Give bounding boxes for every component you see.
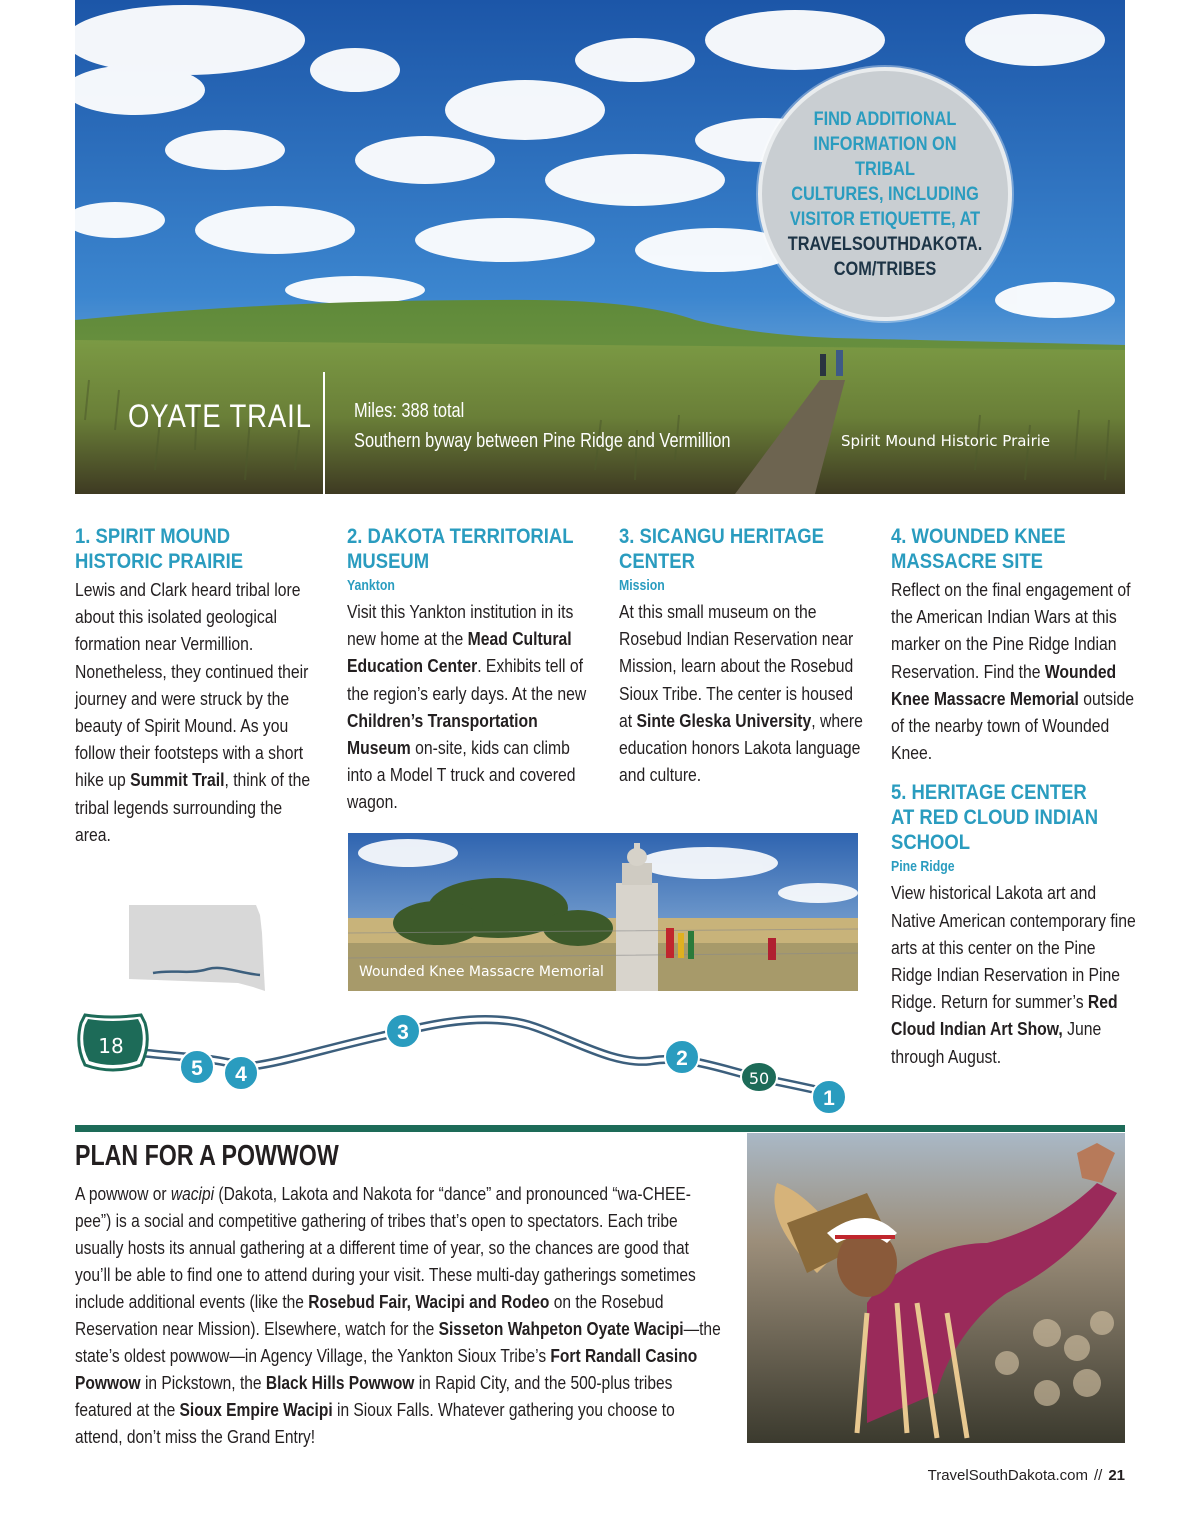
trail-description: Southern byway between Pine Ridge and Vermillion (354, 430, 731, 452)
highway-18-shield (79, 1015, 148, 1070)
stop-4-heading: 4. WOUNDED KNEE MASSACRE SITE (891, 525, 1066, 573)
stop-2-text: Visit this Yankton institution in its new home at the Mead Cultural Education Center. Exhibits tell of the region’s early days. At the new Children’s Transportation Museum on-site, kids can climb into a Model T truck and covered wagon. (347, 601, 587, 813)
stop-1-spirit-mound (75, 524, 325, 848)
hero-divider (323, 372, 325, 494)
stop-2-heading: 2. DAKOTA TERRITORIAL MUSEUM (347, 525, 574, 573)
powwow-body: A powwow or wacipi (Dakota, Lakota and Nakota for “dance” and pronounced “wa-CHEE-pee”) is a social and competitive gathering of tribes that’s open to spectators. Each tribe usually hosts its annual gathering at a different time of year, so the chances are good that you’ll be able to find one to attend during your visit. These multi-day gatherings sometimes include additional events (like the Rosebud Fair, Wacipi and Rodeo on the Rosebud Reservation near Mission). Elsewhere, watch for the Sisseton Wahpeton Oyate Wacipi—the state’s oldest powwow—in Agency Village, the Yankton Sioux Tribe’s Fort Randall Casino Powwow in Pickstown, the Black Hills Powwow in Rapid City, and the 500-plus tribes featured at the Sioux Empire Wacipi in Sioux Falls. Whatever gathering you choose to attend, don’t miss the Grand Entry! (75, 1183, 721, 1447)
highway-50-badge (741, 1062, 777, 1092)
footer-separator: // (1093, 1467, 1103, 1484)
stop-4-text: Reflect on the final engagement of the American Indian Wars at this marker on the Pine Ridge Indian Reservation. Find the Wounded Knee Massacre Memorial outside of the nearby town of Wounded Knee. (891, 579, 1135, 764)
stop-2-location: Yankton (347, 577, 395, 594)
stop-3-sicangu-heritage-center (619, 524, 869, 788)
stop-5-text: View historical Lakota art and Native American contemporary fine arts at this center on the Pine Ridge Indian Reservation in Pine Ridge. Return for summer’s Red Cloud Indian Art Show, June through August. (891, 882, 1136, 1067)
callout-line: CULTURES, INCLUDING (791, 183, 979, 205)
hero-caption: Spirit Mound Historic Prairie (841, 432, 1051, 450)
svg-text:3: 3 (397, 1021, 409, 1044)
memorial-photo (348, 833, 858, 991)
trail-title: OYATE TRAIL (128, 398, 312, 434)
south-dakota-map (128, 903, 266, 993)
route-marker-4 (224, 1056, 258, 1090)
route-marker-1 (812, 1080, 846, 1114)
callout-line: FIND ADDITIONAL (813, 108, 957, 130)
stop-4-wounded-knee (891, 524, 1141, 1070)
svg-text:5: 5 (191, 1057, 203, 1080)
svg-text:4: 4 (235, 1063, 247, 1086)
stop-1-heading: 1. SPIRIT MOUND HISTORIC PRAIRIE (75, 525, 244, 573)
page-footer (928, 1467, 1125, 1484)
trail-miles: Miles: 388 total (354, 400, 465, 422)
highway-18-label: 18 (98, 1034, 124, 1058)
stop-3-text: At this small museum on the Rosebud Indian Reservation near Mission, learn about the Rosebud Sioux Tribe. The center is housed at Sinte Gleska University, where education honors Lakota language and culture. (619, 601, 863, 786)
stop-1-text: Lewis and Clark heard tribal lore about this isolated geological formation near Vermillion. Nonetheless, they continued their journey and were struck by the beauty of Spirit Mound. As you follow their footsteps with a short hike up Summit Trail, think of the tribal legends surrounding the area. (75, 579, 311, 845)
info-callout-text (782, 107, 988, 282)
highway-50-label: 50 (748, 1069, 770, 1088)
trail-details (354, 396, 731, 456)
svg-text:1: 1 (823, 1087, 835, 1110)
callout-url[interactable]: TRAVELSOUTHDAKOTA. (787, 233, 983, 255)
footer-site[interactable]: TravelSouthDakota.com (927, 1467, 1088, 1484)
stop-3-heading: 3. SICANGU HERITAGE CENTER (619, 525, 825, 573)
route-marker-2 (665, 1040, 699, 1074)
route-marker-5 (180, 1050, 214, 1084)
info-callout-circle (758, 67, 1012, 321)
section-divider (75, 1125, 1125, 1132)
svg-text:2: 2 (676, 1047, 688, 1070)
dancer-image (747, 1133, 1125, 1443)
route-marker-3 (386, 1014, 420, 1048)
callout-line: INFORMATION ON TRIBAL (813, 133, 957, 180)
page-number: 21 (1108, 1467, 1125, 1484)
stop-5-location: Pine Ridge (891, 858, 955, 876)
memorial-caption: Wounded Knee Massacre Memorial (359, 964, 604, 980)
callout-url[interactable]: COM/TRIBES (833, 258, 937, 280)
powwow-dancer-photo (747, 1133, 1125, 1443)
powwow-title: PLAN FOR A POWWOW (75, 1140, 339, 1172)
callout-line: VISITOR ETIQUETTE, AT (789, 208, 981, 230)
route-diagram (75, 1005, 865, 1125)
stop-5-heading: 5. HERITAGE CENTER AT RED CLOUD INDIAN SCHOOL (891, 781, 1099, 855)
stop-2-dakota-territorial-museum (347, 524, 597, 816)
stop-3-location: Mission (619, 577, 665, 594)
